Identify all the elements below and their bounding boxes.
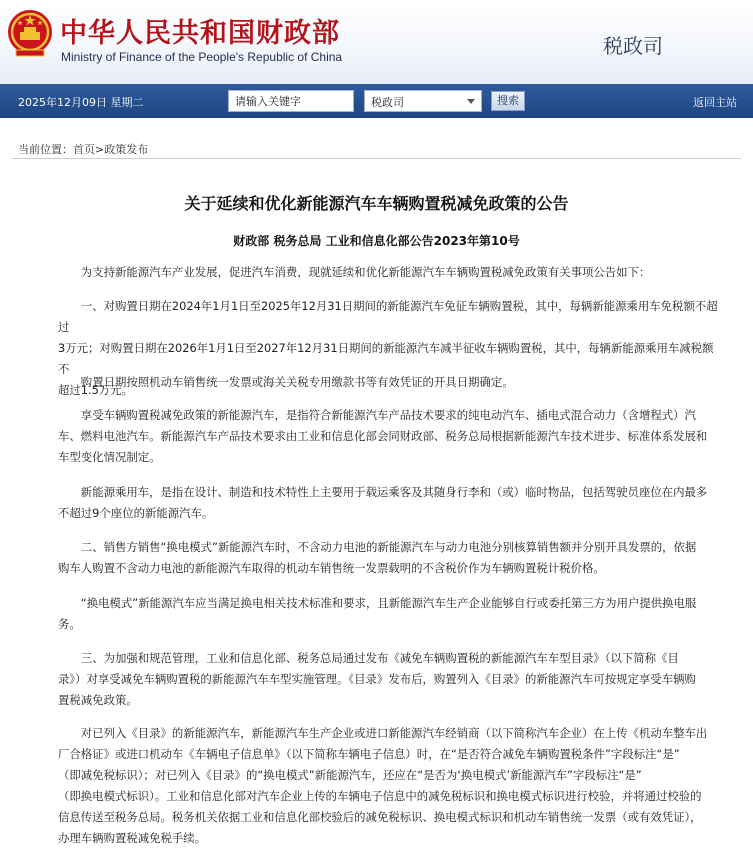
breadcrumb xyxy=(18,141,148,157)
paragraph-line: 务。 xyxy=(58,617,81,631)
breadcrumb-prefix: 当前位置： xyxy=(18,143,73,156)
paragraph-line: 二、销售方销售“换电模式”新能源汽车时，不含动力电池的新能源汽车与动力电池分别核算销售额并分别开具发票的，依据 xyxy=(80,540,697,554)
paragraph-line: （即减免税标识）；对已列入《目录》的“换电模式”新能源汽车，还应在“是否为‘换电模式’新能源汽车”字段标注“是” xyxy=(58,768,642,782)
ministry-name-en: Ministry of Finance of the People's Republic of China xyxy=(61,50,343,64)
paragraph-line: 对已列入《目录》的新能源汽车，新能源汽车生产企业或进口新能源汽车经销商（以下简称汽车企业）在上传《机动车整车出 xyxy=(80,726,708,740)
national-emblem-icon xyxy=(6,8,54,58)
paragraph-line: 享受车辆购置税减免政策的新能源汽车，是指符合新能源汽车产品技术要求的纯电动汽车、插电式混合动力（含增程式）汽 xyxy=(80,408,696,422)
paragraph-line: 车、燃料电池汽车。新能源汽车产品技术要求由工业和信息化部会同财政部、税务总局根据新能源汽车技术进步、标准体系发展和 xyxy=(58,429,708,443)
paragraph-line: 办理车辆购置税减免税手续。 xyxy=(58,831,207,845)
paragraph-line: 为支持新能源汽车产业发展，促进汽车消费，现就延续和优化新能源汽车车辆购置税减免政策有关事项公告如下： xyxy=(80,265,651,279)
site-header xyxy=(0,0,753,84)
paragraph-line: 购置日期按照机动车销售统一发票或海关关税专用缴款书等有效凭证的开具日期确定。 xyxy=(80,375,514,389)
paragraph-line: 超过1.5万元。 xyxy=(58,383,134,397)
current-date: 2025年12月09日 星期二 xyxy=(18,96,144,109)
search-input[interactable] xyxy=(228,90,354,112)
article-subtitle: 财政部 税务总局 工业和信息化部公告2023年第10号 xyxy=(233,234,520,248)
breadcrumb-section-link[interactable]: 政策发布 xyxy=(104,143,149,156)
content-divider xyxy=(12,158,741,159)
paragraph-line: 3万元；对购置日期在2026年1月1日至2027年12月31日期间的新能源汽车减半征收车辆购置税，其中，每辆新能源乘用车减税额不 xyxy=(58,341,714,376)
paragraph-line: 置税减免政策。 xyxy=(58,693,138,707)
paragraph-line: 录》）对享受减免车辆购置税的新能源汽车车型实施管理。《目录》发布后，购置列入《目录》的新能源汽车可按规定享受车辆购 xyxy=(58,672,696,686)
paragraph-line: 三、为加强和规范管理，工业和信息化部、税务总局通过发布《减免车辆购置税的新能源汽车车型目录》（以下简称《目 xyxy=(80,651,679,665)
article-paragraph xyxy=(58,482,723,524)
chevron-down-icon xyxy=(467,99,475,104)
paragraph-line: 新能源乘用车，是指在设计、制造和技术特性上主要用于载运乘客及其随身行李和（或）临时物品，包括驾驶员座位在内最多 xyxy=(80,485,708,499)
article-paragraph xyxy=(58,593,723,635)
department-name: 税政司 xyxy=(603,34,663,58)
breadcrumb-separator: > xyxy=(95,143,105,156)
paragraph-line: （即换电模式标识）。工业和信息化部对汽车企业上传的车辆电子信息中的减免税标识和换电模式标识进行校验，并将通过校验的 xyxy=(58,789,702,803)
paragraph-line: 车型变化情况制定。 xyxy=(58,450,161,464)
article-paragraph xyxy=(58,262,723,283)
return-home-link[interactable]: 返回主站 xyxy=(693,96,737,109)
article-paragraph xyxy=(58,537,723,579)
article-paragraph xyxy=(58,723,723,849)
ministry-name-cn: 中华人民共和国财政部 xyxy=(60,18,340,49)
paragraph-line: 一、对购置日期在2024年1月1日至2025年12月31日期间的新能源汽车免征车辆购置税，其中，每辆新能源乘用车免税额不超过 xyxy=(58,299,718,334)
search-button[interactable]: 搜索 xyxy=(491,91,525,111)
article-title: 关于延续和优化新能源汽车车辆购置税减免政策的公告 xyxy=(184,194,569,213)
paragraph-line: 不超过9个座位的新能源汽车。 xyxy=(58,506,214,520)
article-paragraph xyxy=(58,405,723,468)
article-paragraph xyxy=(58,372,723,393)
article-paragraph xyxy=(58,648,723,711)
department-select-value: 税政司 xyxy=(371,96,404,109)
paragraph-line: 购车人购置不含动力电池的新能源汽车取得的机动车销售统一发票载明的不含税价作为车辆购置税计税价格。 xyxy=(58,561,605,575)
top-nav-bar xyxy=(0,84,753,118)
breadcrumb-home-link[interactable]: 首页 xyxy=(73,143,95,156)
department-select[interactable] xyxy=(364,90,482,112)
paragraph-line: 厂合格证》或进口机动车《车辆电子信息单》（以下简称车辆电子信息）时，在“是否符合减免车辆购置税条件”字段标注“是” xyxy=(58,747,680,761)
paragraph-line: “换电模式”新能源汽车应当满足换电相关技术标准和要求，且新能源汽车生产企业能够自行或委托第三方为用户提供换电服 xyxy=(80,596,697,610)
paragraph-line: 信息传送至税务总局。税务机关依据工业和信息化部校验后的减免税标识、换电模式标识和机动车销售统一发票（或有效凭证）， xyxy=(58,810,702,824)
